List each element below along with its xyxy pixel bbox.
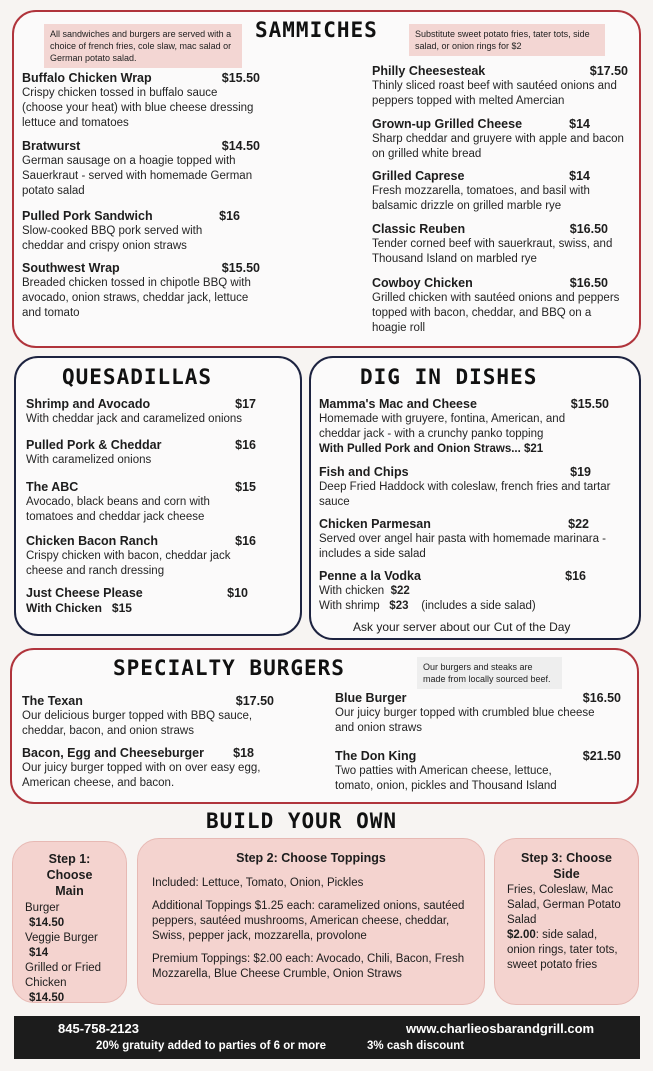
item-price: $16.50 <box>569 276 608 290</box>
item-desc: Tender corned beef with sauerkraut, swiss, and Thousand Island on marbled rye <box>372 238 613 265</box>
item-price: $15.50 <box>221 261 260 275</box>
item-price: $15.50 <box>221 71 260 85</box>
item-name: Cowboy Chicken <box>372 276 473 290</box>
step3-price: $2.00 <box>507 929 536 941</box>
item-name: Penne a la Vodka <box>319 569 421 583</box>
step1-title: Step 1: Choose Main <box>46 852 93 898</box>
step3-sides: Fries, Coleslaw, Mac Salad, German Potato Salad <box>507 884 621 926</box>
menu-item <box>22 745 278 791</box>
item-price: $19 <box>570 465 591 479</box>
step1-option: Grilled or Fried Chicken <box>25 962 102 989</box>
item-price: $18 <box>233 746 254 760</box>
item-desc: Our juicy burger topped with crumbled blue cheese and onion straws <box>335 707 595 734</box>
menu-item <box>22 260 260 321</box>
item-desc: Avocado, black beans and corn with tomatoes and cheddar jack cheese <box>26 496 210 523</box>
with-chicken-price: $15 <box>111 601 132 615</box>
build-title: BUILD YOUR OWN <box>206 809 398 833</box>
menu-item <box>26 396 274 427</box>
menu-item <box>26 479 256 525</box>
item-price: $17.50 <box>235 694 274 708</box>
step1-price: $14.50 <box>29 917 65 929</box>
menu-item <box>335 690 621 736</box>
item-price: $16.50 <box>582 691 621 705</box>
step2-premium: Premium Toppings: $2.00 each: Avocado, Chili, Bacon, Fresh Mozzarella, Blue Cheese Crumble, Onion Straws <box>152 953 465 980</box>
burgers-title: SPECIALTY BURGERS <box>113 656 345 680</box>
penne-shrimp-price: $23 <box>389 600 409 612</box>
step1-panel <box>12 841 127 1003</box>
item-price: $14 <box>569 169 590 183</box>
item-desc: Two patties with American cheese, lettuce, tomato, onion, pickles and Thousand Island <box>335 765 557 792</box>
menu-item <box>26 437 256 468</box>
item-name: The Texan <box>22 694 83 708</box>
item-name: The ABC <box>26 480 79 494</box>
item-price: $16 <box>219 209 240 223</box>
dig-in-title: DIG IN DISHES <box>360 365 538 389</box>
item-name: Southwest Wrap <box>22 261 120 275</box>
step2-title: Step 2: Choose Toppings <box>236 851 386 865</box>
gratuity-note: 20% gratuity added to parties of 6 or more <box>96 1040 327 1052</box>
menu-item <box>319 568 619 614</box>
step1-option: Veggie Burger <box>25 932 98 944</box>
menu-item <box>22 138 260 199</box>
menu-item <box>372 275 628 336</box>
item-desc: Deep Fried Haddock with coleslaw, french fries and tartar sauce <box>319 481 611 508</box>
step3-extra: : side salad, onion rings, tater tots, sweet potato fries <box>507 929 618 971</box>
sammiches-note-left: All sandwiches and burgers are served with a choice of french fries, cole slaw, mac salad or German potato salad. <box>44 24 242 68</box>
menu-item <box>372 116 624 162</box>
phone-number: 845-758-2123 <box>58 1021 139 1036</box>
item-name: Mamma's Mac and Cheese <box>319 397 477 411</box>
step1-option: Burger <box>25 902 60 914</box>
item-sub: With Pulled Pork and Onion Straws... $21 <box>319 443 544 455</box>
website-link[interactable]: www.charlieosbarandgrill.com <box>406 1021 595 1036</box>
menu-item <box>22 208 240 254</box>
item-desc: Our delicious burger topped with BBQ sauce, cheddar, bacon, and onion straws <box>22 710 253 737</box>
item-price: $14.50 <box>221 139 260 153</box>
menu-item <box>319 516 619 562</box>
menu-item <box>22 70 260 131</box>
step2-included: Included: Lettuce, Tomato, Onion, Pickles <box>152 877 364 889</box>
menu-item <box>22 693 274 739</box>
item-name: Classic Reuben <box>372 222 466 236</box>
item-desc: Crispy chicken with bacon, cheddar jack cheese and ranch dressing <box>26 550 231 577</box>
menu-item <box>26 533 256 579</box>
with-chicken-label: With Chicken <box>26 601 102 615</box>
item-name: Shrimp and Avocado <box>26 397 151 411</box>
item-name: Philly Cheesesteak <box>372 64 486 78</box>
item-price: $16 <box>565 569 586 583</box>
item-desc: German sausage on a hoagie topped with Sauerkraut - served with homemade German potato salad <box>22 155 253 197</box>
sammiches-note-right: Substitute sweet potato fries, tater tots, side salad, or onion rings for $2 <box>409 24 605 56</box>
penne-note: (includes a side salad) <box>421 600 536 612</box>
item-name: Pulled Pork & Cheddar <box>26 438 162 452</box>
step2-panel <box>137 838 485 1005</box>
penne-shrimp-label: With shrimp <box>319 600 380 612</box>
step2-additional: Additional Toppings $1.25 each: caramelized onions, sautéed peppers, sautéed mushrooms, American cheese, cheddar, Swiss, pepper jack, mozzarella, provolone <box>152 900 465 942</box>
item-price: $22 <box>568 517 589 531</box>
item-name: Bacon, Egg and Cheeseburger <box>22 746 204 760</box>
item-price: $16.50 <box>569 222 608 236</box>
item-desc: Fresh mozzarella, tomatoes, and basil with balsamic drizzle on grilled marble rye <box>372 185 590 212</box>
item-price: $15.50 <box>570 397 609 411</box>
item-desc: With caramelized onions <box>26 454 152 466</box>
item-desc: Homemade with gruyere, fontina, American, and cheddar jack - with a crunchy panko topping <box>319 413 566 440</box>
penne-chicken-price: $22 <box>390 585 410 597</box>
item-name: Buffalo Chicken Wrap <box>22 71 152 85</box>
menu-item <box>372 221 613 267</box>
menu-item <box>26 585 248 616</box>
step1-price: $14.50 <box>29 992 65 1004</box>
item-name: Chicken Parmesan <box>319 517 431 531</box>
menu-item <box>319 396 609 457</box>
menu-item <box>319 464 619 510</box>
item-name: Pulled Pork Sandwich <box>22 209 153 223</box>
cut-of-day-note: Ask your server about our Cut of the Day <box>353 620 571 634</box>
penne-chicken-label: With chicken <box>319 585 385 597</box>
step3-title: Step 3: Choose Side <box>521 851 612 881</box>
menu-item <box>372 168 590 214</box>
item-desc: Slow-cooked BBQ pork served with cheddar and crispy onion straws <box>22 225 203 252</box>
item-name: Blue Burger <box>335 691 407 705</box>
item-name: Grilled Caprese <box>372 169 465 183</box>
item-desc: With cheddar jack and caramelized onions <box>26 413 243 425</box>
item-price: $17.50 <box>589 64 628 78</box>
item-name: Chicken Bacon Ranch <box>26 534 158 548</box>
quesadillas-title: QUESADILLAS <box>62 365 213 389</box>
item-desc: Sharp cheddar and gruyere with apple and bacon on grilled white bread <box>372 133 624 160</box>
item-desc: Thinly sliced roast beef with sautéed onions and peppers topped with melted Amercian <box>372 80 617 107</box>
item-name: Just Cheese Please <box>26 586 143 600</box>
item-name: Grown-up Grilled Cheese <box>372 117 523 131</box>
menu-item <box>372 63 628 109</box>
cash-discount-note: 3% cash discount <box>367 1040 465 1052</box>
item-name: Fish and Chips <box>319 465 409 479</box>
item-desc: Grilled chicken with sautéed onions and peppers topped with bacon, cheddar, and BBQ on a hoagie roll <box>372 292 620 334</box>
item-price: $16 <box>235 438 256 452</box>
item-price: $10 <box>227 586 248 600</box>
step1-price: $14 <box>29 947 49 959</box>
burgers-note: Our burgers and steaks are made from locally sourced beef. <box>417 657 562 689</box>
item-desc: Breaded chicken tossed in chipotle BBQ with avocado, onion straws, cheddar jack, lettuce and tomato <box>22 277 251 319</box>
item-desc: Served over angel hair pasta with homemade marinara - includes a side salad <box>319 533 607 560</box>
item-name: The Don King <box>335 749 417 763</box>
item-price: $17 <box>235 397 256 411</box>
step3-panel <box>494 838 639 1005</box>
sammiches-title: SAMMICHES <box>255 18 378 42</box>
item-price: $21.50 <box>582 749 621 763</box>
item-desc: Our juicy burger topped with on over easy egg, American cheese, and bacon. <box>22 762 261 789</box>
item-price: $14 <box>569 117 590 131</box>
footer-bar <box>14 1016 640 1059</box>
item-price: $16 <box>235 534 256 548</box>
item-price: $15 <box>235 480 256 494</box>
item-name: Bratwurst <box>22 139 81 153</box>
item-desc: Crispy chicken tossed in buffalo sauce (choose your heat) with blue cheese dressing lettuce and tomatoes <box>22 87 254 129</box>
menu-item <box>335 748 621 794</box>
